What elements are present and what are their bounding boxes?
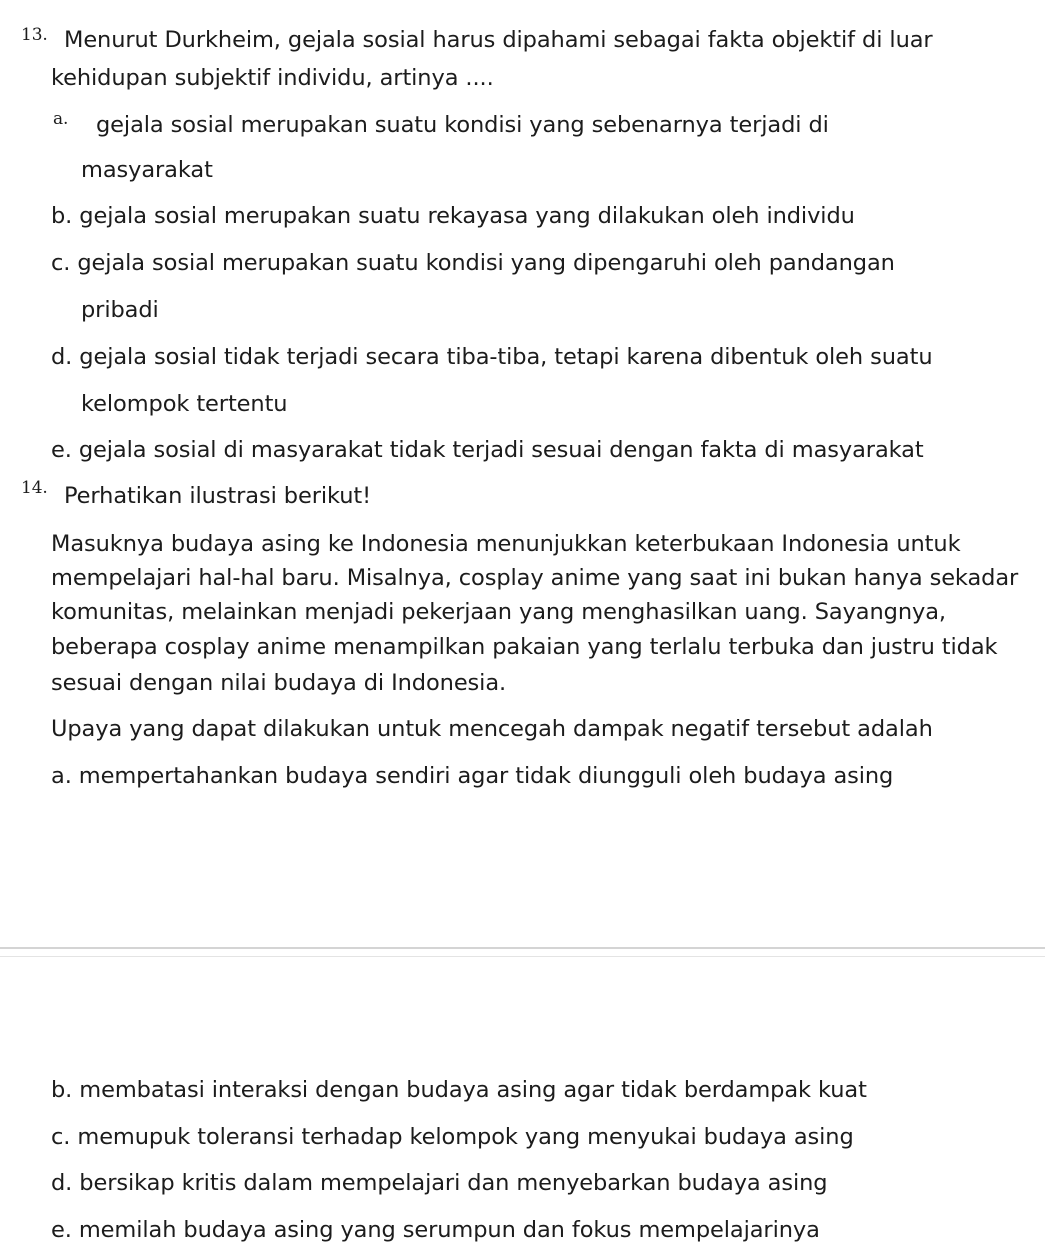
page-break-divider-secondary (0, 956, 1045, 957)
illustration-paragraph-line5: sesuai dengan nilai budaya di Indonesia. (51, 670, 507, 696)
option-13b: b. gejala sosial merupakan suatu rekayasa yang dilakukan oleh individu (51, 203, 855, 229)
illustration-paragraph-line4: beberapa cosplay anime menampilkan pakaian yang terlalu terbuka dan justru tidak (51, 634, 998, 660)
option-13c-line1: c. gejala sosial merupakan suatu kondisi yang dipengaruhi oleh pandangan (51, 250, 895, 276)
question-14-number: 14. (21, 478, 48, 498)
option-14c: c. memupuk toleransi terhadap kelompok yang menyukai budaya asing (51, 1124, 854, 1150)
question-14-stem: Upaya yang dapat dilakukan untuk mencegah dampak negatif tersebut adalah (51, 716, 933, 742)
option-14b: b. membatasi interaksi dengan budaya asing agar tidak berdampak kuat (51, 1077, 867, 1103)
option-13a-letter: a. (53, 109, 69, 129)
option-13e: e. gejala sosial di masyarakat tidak terjadi sesuai dengan fakta di masyarakat (51, 437, 924, 463)
option-13c-line2: pribadi (81, 297, 159, 323)
option-13d-line2: kelompok tertentu (81, 391, 288, 417)
illustration-paragraph-line2: mempelajari hal-hal baru. Misalnya, cosplay anime yang saat ini bukan hanya sekadar (51, 565, 1019, 591)
question-14-intro: Perhatikan ilustrasi berikut! (64, 483, 372, 509)
page-break-divider (0, 947, 1045, 949)
option-13d-line1: d. gejala sosial tidak terjadi secara tiba-tiba, tetapi karena dibentuk oleh suatu (51, 344, 933, 370)
illustration-paragraph-line3: komunitas, melainkan menjadi pekerjaan yang menghasilkan uang. Sayangnya, (51, 599, 946, 625)
option-13a-line2: masyarakat (81, 157, 213, 183)
option-14a: a. mempertahankan budaya sendiri agar tidak diungguli oleh budaya asing (51, 763, 894, 789)
question-13-number: 13. (21, 25, 48, 45)
illustration-paragraph-line1: Masuknya budaya asing ke Indonesia menunjukkan keterbukaan Indonesia untuk (51, 531, 961, 557)
question-13-stem-line2: kehidupan subjektif individu, artinya .... (51, 65, 494, 91)
option-14e: e. memilah budaya asing yang serumpun dan fokus mempelajarinya (51, 1217, 820, 1243)
question-13-stem-line1: Menurut Durkheim, gejala sosial harus dipahami sebagai fakta objektif di luar (64, 27, 933, 53)
option-14d: d. bersikap kritis dalam mempelajari dan menyebarkan budaya asing (51, 1170, 828, 1196)
option-13a-line1: gejala sosial merupakan suatu kondisi yang sebenarnya terjadi di (96, 112, 829, 138)
